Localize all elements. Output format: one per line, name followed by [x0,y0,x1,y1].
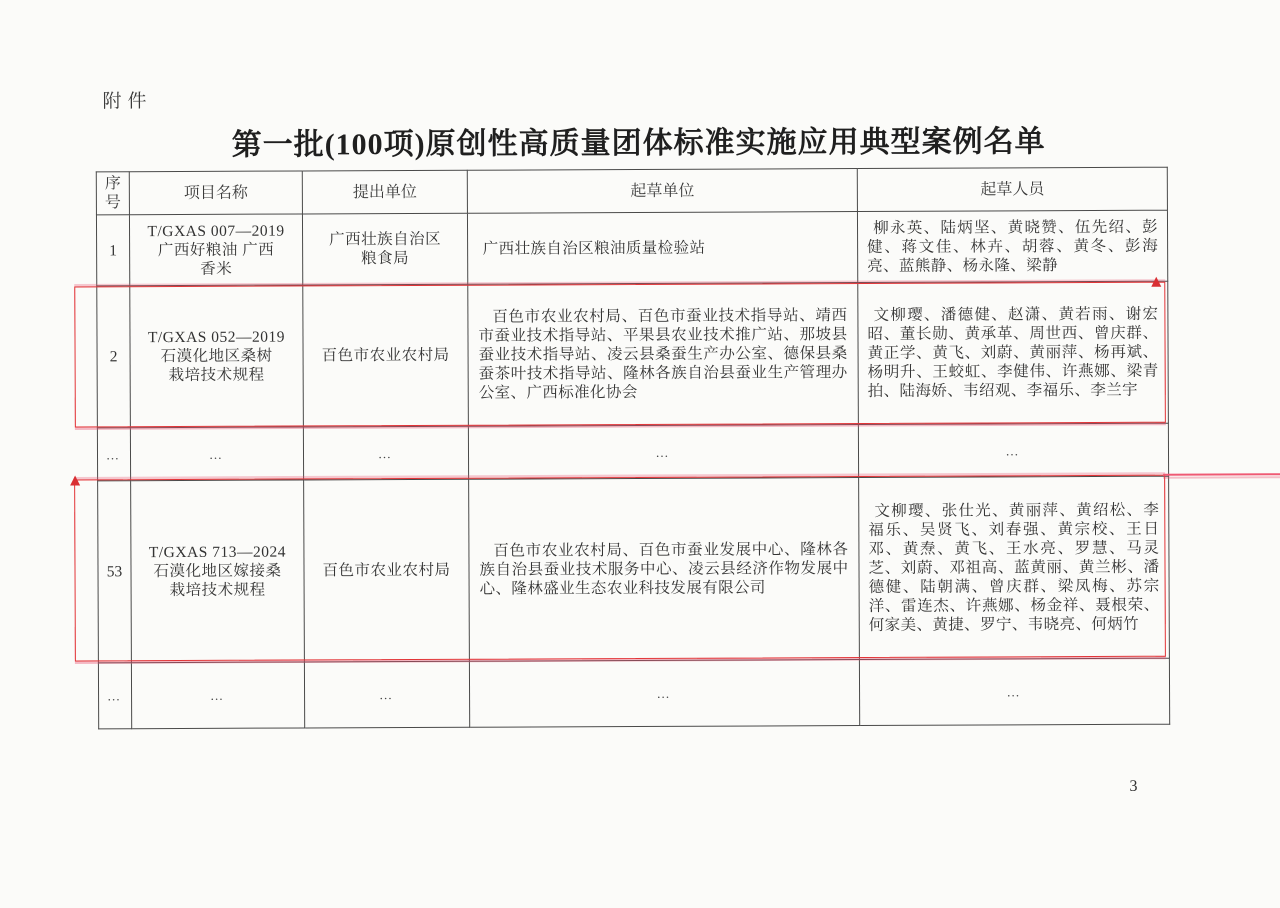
column-header-no: 序号 [96,172,129,215]
cell-ellipsis: … [469,660,859,728]
cell-drafting-unit: 广西壮族自治区粮油质量检验站 [467,212,857,285]
page-title: 第一批(100项)原创性高质量团体标准实施应用典型案例名单 [231,125,1046,162]
page-number: 3 [1129,777,1138,795]
cell-drafters: 文柳璎、张仕光、黄丽萍、黄绍松、李福乐、吴贤飞、刘春强、黄宗校、王日邓、黄焘、黄飞、王水亮、罗慧、马灵芝、刘蔚、邓祖高、蓝黄丽、黄兰彬、潘德健、陆朝满、曾庆群、梁凤梅、苏宗洋、雷连杰、许燕娜、杨金祥、聂根荣、何家美、黄捷、罗宁、韦晓亮、何炳竹 [859,476,1170,659]
cell-drafters: 柳永英、陆炳坚、黄晓赞、伍先绍、彭健、蒋文佳、林卉、胡蓉、黄冬、彭海亮、蓝熊静、杨永隆、梁静 [857,210,1167,282]
cell-proposer: 广西壮族自治区 粮食局 [302,213,467,285]
table-header-row [96,167,1167,215]
cell-no: 53 [98,481,132,663]
cell-project: T/GXAS 007—2019 广西好粮油 广西 香米 [129,214,302,286]
cell-ellipsis: … [858,423,1168,477]
cell-proposer: 百色市农业农村局 [303,284,469,427]
cell-proposer: 百色市农业农村局 [304,479,470,662]
table-row [96,210,1167,286]
cell-ellipsis: … [303,426,468,480]
column-header-project: 项目名称 [129,171,302,215]
red-arrow-icon [1151,277,1161,287]
cell-ellipsis: … [468,425,858,480]
red-annotation-line [1163,473,1280,476]
cell-no: 2 [97,286,131,428]
cell-no: 1 [96,215,129,286]
column-header-proposer: 提出单位 [302,170,467,214]
cell-ellipsis: … [97,428,130,481]
cell-ellipsis: … [131,662,304,729]
table-row-ellipsis [97,423,1168,481]
cell-project: T/GXAS 713—2024 石漠化地区嫁接桑 栽培技术规程 [131,480,305,663]
column-header-drafters: 起草人员 [857,167,1167,211]
red-arrow-icon [70,475,80,485]
cell-drafting-unit: 百色市农业农村局、百色市蚕业发展中心、隆林各族自治县蚕业技术服务中心、凌云县经济作物发展中心、隆林盛业生态农业科技发展有限公司 [469,478,860,662]
cell-drafters: 文柳璎、潘德健、赵潇、黄若雨、谢宏昭、董长勋、黄承革、周世西、曾庆群、黄正学、黄飞、刘蔚、黄丽萍、杨再斌、杨明升、王蛟虹、李健伟、许燕娜、梁青拍、陆海娇、韦绍观、李福乐、李兰宇 [858,281,1169,424]
cell-drafting-unit: 百色市农业农村局、百色市蚕业技术指导站、靖西市蚕业技术指导站、平果县农业技术推广站、那坡县蚕业技术指导站、凌云县桑蚕生产办公室、德保县桑蚕茶叶技术指导站、隆林各族自治县蚕业生产管理办公室、广西标准化协会 [468,283,859,427]
cases-table [96,167,1170,730]
cell-project: T/GXAS 052—2019 石漠化地区桑树 栽培技术规程 [130,285,304,428]
table-row [98,476,1170,663]
table-row [97,281,1169,428]
attachment-label: 附件 [102,91,153,113]
cell-ellipsis: … [304,661,469,728]
cell-ellipsis: … [130,427,303,481]
column-header-drafting-unit: 起草单位 [467,169,857,214]
cell-ellipsis: … [859,658,1169,725]
cell-ellipsis: … [98,663,131,729]
table-row-ellipsis [98,658,1169,729]
